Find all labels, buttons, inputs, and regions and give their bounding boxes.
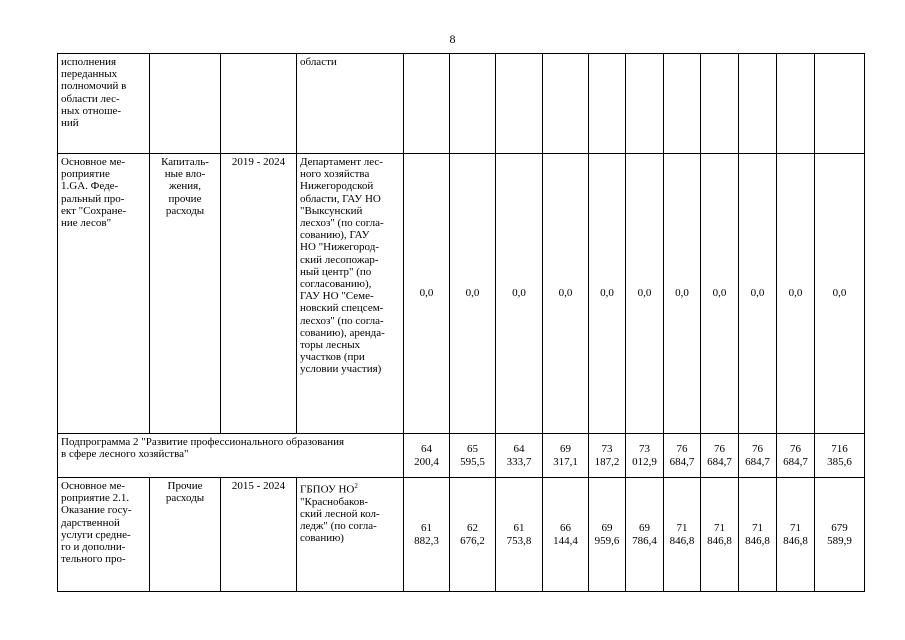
value-cell: [739, 434, 777, 478]
text-line: 73: [639, 443, 650, 456]
value-cell: [626, 478, 664, 592]
value-cell: [626, 54, 664, 154]
period-cell: 2019 - 2024: [221, 154, 297, 434]
text-line: лесхоз" (по согла-: [300, 217, 384, 230]
text-line: полномочий в: [61, 80, 127, 93]
text-line: расходы: [165, 204, 205, 217]
text-line: Подпрограмма 2 "Развитие профессионального образования: [61, 436, 345, 448]
text-line: ский лесопожар-: [300, 253, 379, 266]
text-line: торы лесных: [300, 339, 361, 352]
value-cell: [777, 478, 815, 592]
text-line: 684,7: [707, 455, 732, 468]
value-cell: 0,0: [777, 154, 815, 434]
value-cell: [543, 478, 589, 592]
text-line: участков (при: [300, 351, 365, 364]
subprogram-label-cell: [58, 434, 404, 478]
value-cell: [450, 478, 496, 592]
text-line: 882,3: [414, 534, 439, 547]
text-line: "Выксунский: [300, 204, 363, 217]
value-cell: [543, 54, 589, 154]
value-cell: [496, 434, 543, 478]
text-line: области, ГАУ НО: [300, 192, 381, 205]
text-line: 753,8: [506, 534, 532, 547]
executor-org-name: ГБПОУ НО: [300, 483, 355, 496]
text-line: 61: [421, 522, 432, 535]
text-line: роприятие: [61, 168, 110, 181]
table-row: [58, 434, 865, 478]
page-number: 8: [449, 32, 456, 46]
expense-type-cell: [150, 54, 221, 154]
period-cell: [221, 54, 297, 154]
text-line: прочие: [168, 192, 202, 205]
executor-cell: [297, 54, 404, 154]
text-line: услуги средне-: [61, 528, 131, 541]
value-cell: [777, 54, 815, 154]
text-line: 676,2: [460, 534, 485, 547]
text-line: 66: [560, 522, 571, 535]
text-line: области лес-: [61, 92, 120, 105]
text-line: 846,8: [669, 534, 695, 547]
text-line: 786,4: [632, 534, 657, 547]
value-cell: 0,0: [404, 154, 450, 434]
program-table: [57, 53, 865, 592]
text-line: новский спецсем-: [300, 302, 384, 315]
text-line: 589,9: [827, 534, 852, 547]
measure-name-cell: [58, 54, 150, 154]
value-cell: [450, 54, 496, 154]
table-row: [58, 154, 865, 434]
text-line: 200,4: [414, 455, 439, 468]
expense-type-cell: [150, 478, 221, 592]
text-line: го и дополни-: [61, 541, 126, 554]
value-cell: [589, 434, 626, 478]
text-line: ного хозяйства: [300, 168, 370, 181]
text-line: Основное ме-: [61, 480, 126, 492]
text-line: 73: [601, 443, 613, 456]
table-row: [58, 478, 865, 592]
value-cell: [450, 434, 496, 478]
value-cell: 0,0: [496, 154, 543, 434]
value-cell: [815, 478, 865, 592]
text-line: сованию), аренда-: [300, 326, 385, 339]
text-line: 65: [467, 443, 478, 456]
text-line: Основное ме-: [61, 156, 126, 168]
value-cell: [701, 434, 739, 478]
text-line: ние лесов": [61, 217, 112, 230]
executor-org: [300, 480, 400, 496]
text-line: жения,: [169, 180, 201, 193]
value-cell: [404, 478, 450, 592]
value-cell: [701, 54, 739, 154]
executor-cell: [297, 478, 404, 592]
text-line: 595,5: [460, 455, 485, 468]
text-line: роприятие 2.1.: [61, 492, 130, 505]
text-line: сованию): [300, 532, 344, 545]
value-cell: [815, 54, 865, 154]
value-cell: [777, 434, 815, 478]
value-cell: 0,0: [450, 154, 496, 434]
value-cell: [404, 434, 450, 478]
text-line: ний: [61, 117, 79, 130]
text-line: 71: [790, 522, 801, 535]
text-line: 716: [831, 443, 848, 456]
text-line: 684,7: [745, 455, 770, 468]
text-line: 846,8: [707, 534, 732, 547]
text-line: переданных: [61, 68, 118, 81]
value-cell: [664, 434, 701, 478]
value-cell: 0,0: [701, 154, 739, 434]
text-line: ект "Сохране-: [61, 204, 127, 217]
value-cell: 0,0: [543, 154, 589, 434]
value-cell: 0,0: [589, 154, 626, 434]
text-line: 76: [752, 443, 763, 456]
text-line: ледж" (по согла-: [300, 520, 377, 533]
value-cell: [626, 434, 664, 478]
text-line: 187,2: [594, 455, 620, 468]
text-line: Прочие: [167, 480, 203, 492]
value-cell: [664, 478, 701, 592]
text-line: 64: [421, 443, 432, 456]
text-line: лесхоз" (по согла-: [300, 314, 384, 327]
value-cell: [701, 478, 739, 592]
value-cell: [815, 434, 865, 478]
text-line: 846,8: [745, 534, 770, 547]
text-line: "Краснобаков-: [300, 495, 369, 508]
period-cell: 2015 - 2024: [221, 478, 297, 592]
text-line: исполнения: [61, 56, 117, 68]
text-line: ный центр" (по: [300, 265, 372, 278]
text-line: 64: [513, 443, 525, 456]
text-line: согласованию),: [300, 278, 372, 291]
text-line: области: [300, 56, 337, 68]
text-line: 333,7: [506, 455, 532, 468]
value-cell: [589, 478, 626, 592]
text-line: 959,6: [594, 534, 620, 547]
value-cell: [404, 54, 450, 154]
text-line: условии участия): [300, 363, 382, 376]
text-line: 76: [714, 443, 725, 456]
text-line: 317,1: [553, 455, 578, 468]
value-cell: 0,0: [664, 154, 701, 434]
text-line: 846,8: [783, 534, 808, 547]
footnote-mark: 2: [354, 482, 358, 490]
text-line: 679: [831, 522, 848, 535]
value-cell: [739, 478, 777, 592]
text-line: ский лесной кол-: [300, 508, 380, 521]
value-cell: [739, 54, 777, 154]
text-line: в сфере лесного хозяйства": [61, 448, 189, 461]
text-line: 61: [513, 522, 525, 535]
text-line: сованию), ГАУ: [300, 229, 370, 242]
value-cell: [543, 434, 589, 478]
value-cell: 0,0: [739, 154, 777, 434]
value-cell: [664, 54, 701, 154]
text-line: ральный про-: [61, 192, 125, 205]
value-cell: [589, 54, 626, 154]
text-line: Капиталь-: [161, 156, 209, 168]
text-line: 144,4: [553, 534, 578, 547]
expense-type-cell: [150, 154, 221, 434]
text-line: 684,7: [783, 455, 808, 468]
text-line: 71: [752, 522, 763, 535]
text-line: НО "Нижегород-: [300, 241, 379, 254]
text-line: 012,9: [632, 455, 657, 468]
measure-name-cell: [58, 154, 150, 434]
text-line: 684,7: [669, 455, 695, 468]
text-line: 385,6: [827, 455, 852, 468]
executor-cell: [297, 154, 404, 434]
text-line: 1.GA. Феде-: [61, 180, 119, 193]
text-line: дарственной: [61, 516, 120, 529]
measure-name-cell: [58, 478, 150, 592]
text-line: ные вло-: [164, 168, 206, 181]
text-line: 69: [560, 443, 571, 456]
text-line: Оказание госу-: [61, 504, 132, 517]
text-line: ГАУ НО "Семе-: [300, 290, 374, 303]
value-cell: [496, 478, 543, 592]
text-line: 76: [790, 443, 801, 456]
table-row: [58, 54, 865, 154]
text-line: 71: [676, 522, 688, 535]
text-line: расходы: [165, 492, 205, 505]
text-line: 76: [676, 443, 688, 456]
text-line: 69: [639, 522, 650, 535]
value-cell: 0,0: [626, 154, 664, 434]
text-line: тельного про-: [61, 553, 126, 566]
value-cell: [496, 54, 543, 154]
text-line: ных отноше-: [61, 104, 122, 117]
text-line: Департамент лес-: [300, 156, 383, 168]
value-cell: 0,0: [815, 154, 865, 434]
text-line: 71: [714, 522, 725, 535]
text-line: Нижегородской: [300, 180, 374, 193]
text-line: 69: [601, 522, 613, 535]
text-line: 62: [467, 522, 478, 535]
